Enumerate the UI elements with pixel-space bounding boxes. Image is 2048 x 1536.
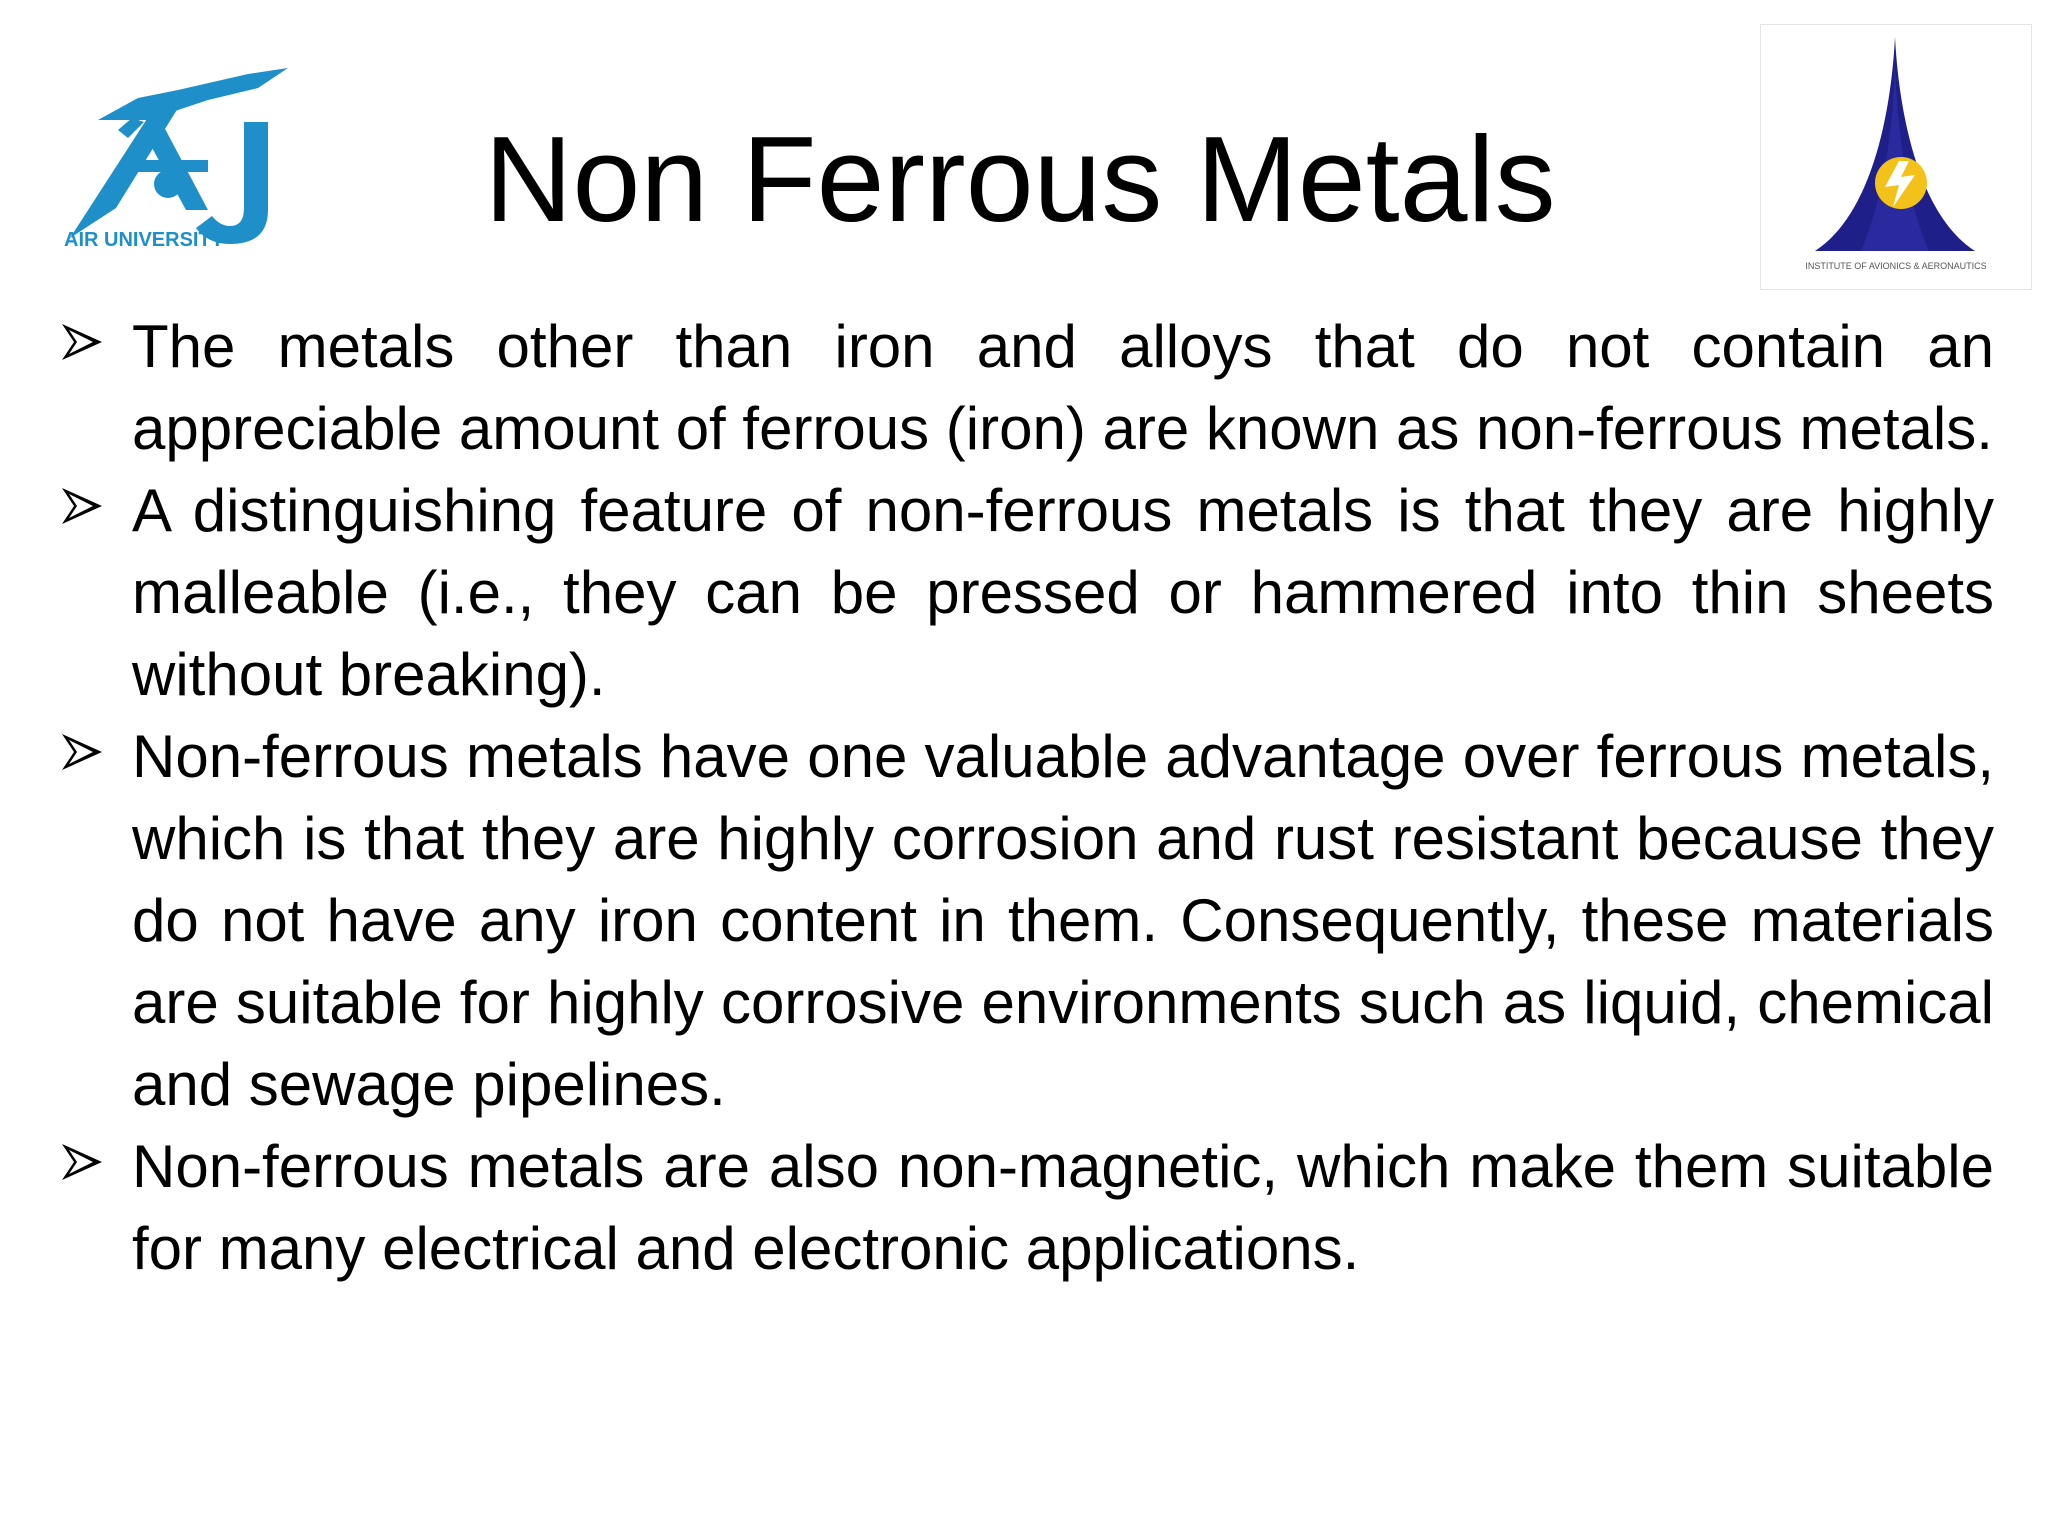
bullet-text: The metals other than iron and alloys that do not contain an appreciable amount of ferrous (iron) are known as non-ferrous metals. — [132, 313, 1994, 462]
institute-logo — [1760, 24, 2032, 290]
air-university-logo-icon — [58, 60, 290, 250]
bullet-item — [54, 306, 1994, 470]
bullet-item — [54, 716, 1994, 1126]
institute-avionics-aeronautics-logo-icon — [1761, 25, 2031, 289]
bullet-list — [54, 306, 1994, 1290]
bullet-text: Non-ferrous metals have one valuable advantage over ferrous metals, which is that they are highly corrosion and rust resistant because they do not have any iron content in them. Consequently, these materials are suitable for highly corrosive environments such as liquid, chemical and sewage pipelines. — [132, 723, 1994, 1118]
bullet-item — [54, 1126, 1994, 1290]
bullet-text: A distinguishing feature of non-ferrous metals is that they are highly malleable (i.e., they can be pressed or hammered into thin sheets without breaking). — [132, 477, 1994, 708]
arrowhead-bullet-icon — [60, 1140, 104, 1184]
arrowhead-bullet-icon — [60, 320, 104, 364]
bullet-text: Non-ferrous metals are also non-magnetic, which make them suitable for many electrical and electronic applications. — [132, 1133, 1994, 1282]
institute-logo-text: INSTITUTE OF AVIONICS & AERONAUTICS — [1805, 261, 1987, 271]
slide-title: Non Ferrous Metals — [484, 111, 1556, 247]
bullet-item — [54, 470, 1994, 716]
air-university-logo-text: AIR UNIVERSITY — [64, 229, 225, 250]
arrowhead-bullet-icon — [60, 730, 104, 774]
air-university-logo — [58, 60, 290, 250]
arrowhead-bullet-icon — [60, 484, 104, 528]
